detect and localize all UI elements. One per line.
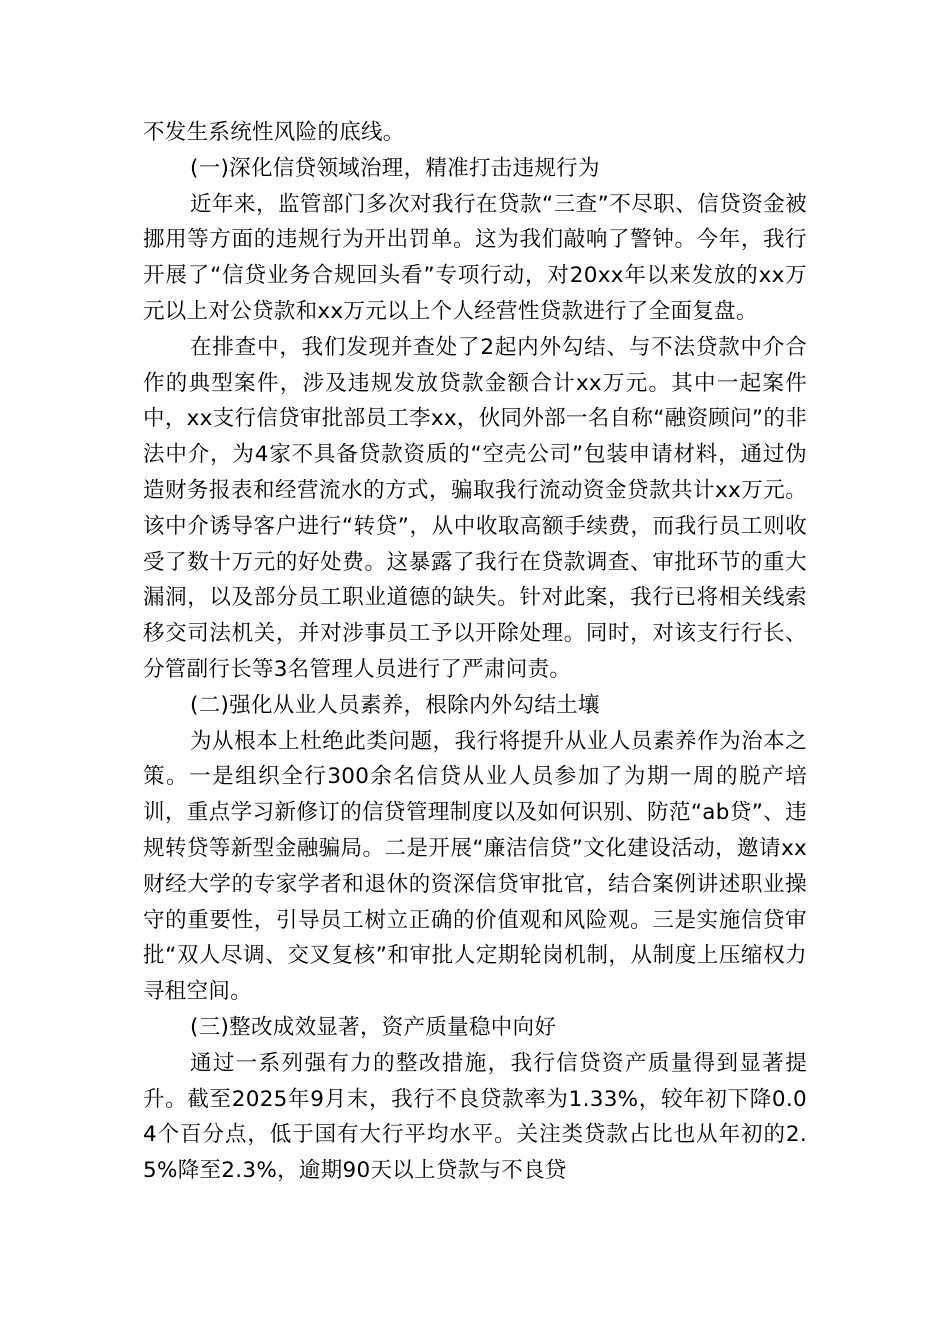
document-body bbox=[143, 115, 807, 1189]
section-heading-2: (二)强化从业人员素养，根除内外勾结土壤 bbox=[190, 692, 600, 718]
paragraph-staff-training: 为从根本上杜绝此类问题，我行将提升从业人员素养作为治本之策。一是组织全行300余名信贷从业人员参加了为期一周的脱产培训，重点学习新修订的信贷管理制度以及如何识别、防范“ab贷”、违规转贷等新型金融骗局。二是开展“廉洁信贷”文化建设活动，邀请xx财经大学的专家学者和退休的资深信贷审批官，结合案例讲述职业操守的重要性，引导员工树立正确的价值观和风险观。三是实施信贷审批“双人尽调、交叉复核”和审批人定期轮岗机制，从制度上压缩权力寻租空间。 bbox=[143, 728, 807, 1005]
section-heading-1: (一)深化信贷领域治理，精准打击违规行为 bbox=[190, 155, 600, 181]
paragraph-continuation: 不发生系统性风险的底线。 bbox=[143, 120, 405, 145]
section-heading-3: (三)整改成效显著，资产质量稳中向好 bbox=[190, 1014, 557, 1040]
paragraph-compliance-review: 近年来，监管部门多次对我行在贷款“三查”不尽职、信贷资金被挪用等方面的违规行为开出罚单。这为我们敲响了警钟。今年，我行开展了“信贷业务合规回头看”专项行动，对20xx年以来发放的xx万元以上对公贷款和xx万元以上个人经营性贷款进行了全面复盘。 bbox=[143, 191, 807, 324]
paragraph-asset-quality: 通过一系列强有力的整改措施，我行信贷资产质量得到显著提升。截至2025年9月末，我行不良贷款率为1.33%，较年初下降0.04个百分点，低于国有大行平均水平。关注类贷款占比也从年初的2.5%降至2.3%，逾期90天以上贷款与不良贷 bbox=[143, 1050, 807, 1184]
paragraph-case-investigation: 在排查中，我们发现并查处了2起内外勾结、与不法贷款中介合作的典型案件，涉及违规发放贷款金额合计xx万元。其中一起案件中，xx支行信贷审批部员工李xx，伙同外部一名自称“融资顾问”的非法中介，为4家不具备贷款资质的“空壳公司”包装申请材料，通过伪造财务报表和经营流水的方式，骗取我行流动资金贷款共计xx万元。该中介诱导客户进行“转贷”，从中收取高额手续费，而我行员工则收受了数十万元的好处费。这暴露了我行在贷款调查、审批环节的重大漏洞，以及部分员工职业道德的缺失。针对此案，我行已将相关线索移交司法机关，并对涉事员工予以开除处理。同时，对该支行行长、分管副行长等3名管理人员进行了严肃问责。 bbox=[143, 334, 807, 682]
